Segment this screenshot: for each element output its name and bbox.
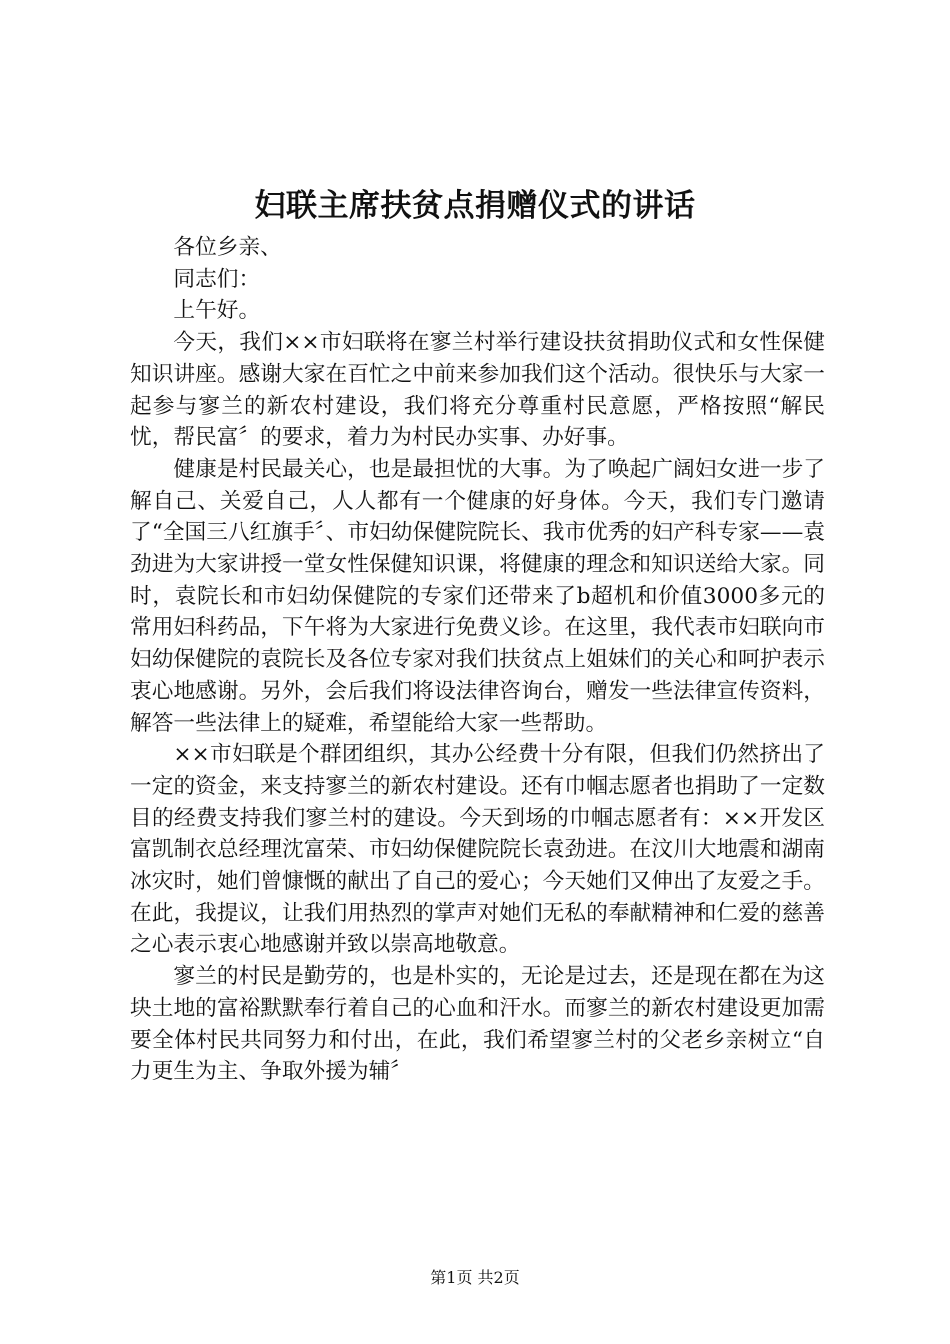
body-paragraph: 健康是村民最关心，也是最担忧的大事。为了唤起广阔妇女进一步了解自己、关爱自己，人人都有一个健康的好身体。今天，我们专门邀请了“全国三八红旗手〞、市妇幼保健院院长、我市优秀的妇产科专家——袁劲进为大家讲授一堂女性保健知识课，将健康的理念和知识送给大家。同时，袁院长和市妇幼保健院的专家们还带来了b超机和价值3000多元的常用妇科药品，下午将为大家进行免费义诊。在这里，我代表市妇联向市妇幼保健院的袁院长及各位专家对我们扶贫点上姐妹们的关心和呵护表示衷心地感谢。另外，会后我们将设法律咨询台，赠发一些法律宣传资料，解答一些法律上的疑难，希望能给大家一些帮助。 bbox=[130, 456, 825, 736]
page-number-footer: 第1页 共2页 bbox=[430, 1268, 520, 1287]
document-title: 妇联主席扶贫点捐赠仪式的讲话 bbox=[254, 188, 696, 224]
document-body bbox=[130, 232, 825, 1088]
salutation-line: 同志们： bbox=[173, 266, 261, 292]
salutation-line: 各位乡亲、 bbox=[173, 235, 282, 260]
greeting-line: 上午好。 bbox=[173, 298, 261, 324]
body-paragraph: ××市妇联是个群团组织，其办公经费十分有限，但我们仍然挤出了一定的资金，来支持寥兰的新农村建设。还有巾帼志愿者也捐助了一定数目的经费支持我们寥兰村的建设。今天到场的巾帼志愿者有：××开发区富凯制衣总经理沈富荣、市妇幼保健院院长袁劲进。在汶川大地震和湖南冰灾时，她们曾慷慨的献出了自己的爱心；今天她们又伸出了友爱之手。在此，我提议，让我们用热烈的掌声对她们无私的奉献精神和仁爱的慈善之心表示衷心地感谢并致以崇高地敬意。 bbox=[130, 742, 825, 958]
body-paragraph: 今天，我们××市妇联将在寥兰村举行建设扶贫捐助仪式和女性保健知识讲座。感谢大家在百忙之中前来参加我们这个活动。很快乐与大家一起参与寥兰的新农村建设，我们将充分尊重村民意愿，严格按照“解民忧，帮民富〞的要求，着力为村民办实事、办好事。 bbox=[130, 330, 825, 451]
body-paragraph: 寥兰的村民是勤劳的，也是朴实的，无论是过去，还是现在都在为这块土地的富裕默默奉行着自己的心血和汗水。而寥兰的新农村建设更加需要全体村民共同努力和付出，在此，我们希望寥兰村的父老乡亲树立“自力更生为主、争取外援为辅〞 bbox=[130, 964, 825, 1085]
